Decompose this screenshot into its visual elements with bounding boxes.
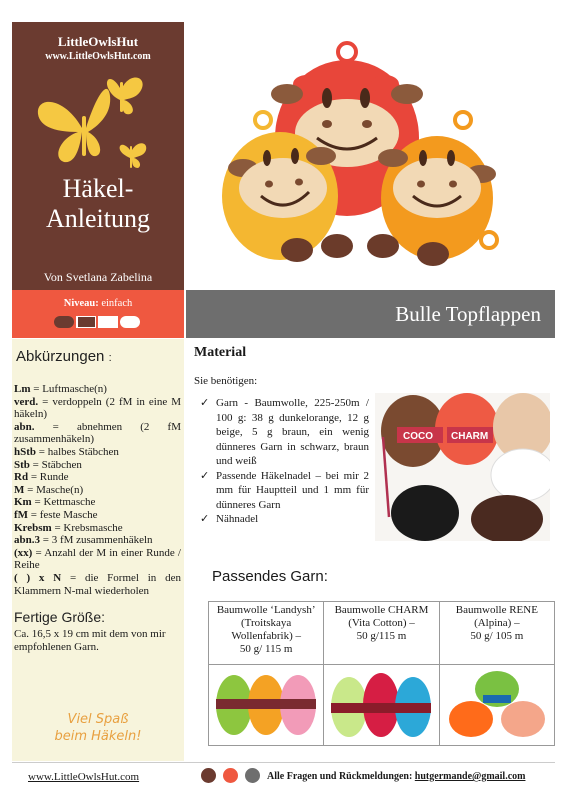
- abbreviations-list: [14, 383, 181, 597]
- svg-text:COCO: COCO: [403, 431, 433, 442]
- yarn-photo-cell: [324, 665, 439, 746]
- abbreviation-item: Km = Kettmasche: [14, 496, 96, 509]
- pattern-title: Bulle Topflappen: [395, 302, 541, 326]
- author: Von Svetlana Zabelina: [43, 270, 153, 284]
- color-dot: [245, 768, 260, 783]
- material-item: ✓ Nähnadel: [200, 513, 259, 525]
- level-text: Niveau: einfach: [63, 298, 133, 309]
- abbreviation-item: ( ) x N = die Formel in den Klammern N-mal wiederholen: [14, 571, 181, 597]
- yarn-photo-cell: [209, 665, 324, 746]
- check-icon: ✓: [200, 397, 210, 409]
- abbreviations-title: Abkürzungen :: [16, 348, 112, 365]
- yarn-ball-icon: [471, 495, 543, 541]
- abbreviation-item: verd. = verdoppeln (2 fM in eine M häkeln): [14, 395, 181, 421]
- bull-potholder-image: [215, 28, 515, 278]
- table-row: [209, 665, 555, 746]
- size-title: Fertige Größe:: [14, 609, 106, 626]
- level-indicator: [54, 316, 144, 330]
- greeting: Viel Spaß beim Häkeln!: [54, 712, 142, 744]
- check-icon: ✓: [200, 469, 210, 482]
- butterfly-icon: [34, 66, 164, 176]
- svg-text:CHARM: CHARM: [451, 431, 489, 442]
- abbreviations-panel: [12, 339, 184, 761]
- rene-yarn-image: [443, 667, 551, 739]
- size-text: Ca. 16,5 x 19 cm mit dem von mir empfohlenen Garn.: [14, 628, 166, 654]
- material-item: ✓ Passende Häkelnadel – bei mir 2 mm für Hauptteil und 1 mm für dünneres Garn: [200, 469, 369, 511]
- yarn-photo-cell: [439, 665, 554, 746]
- check-icon: ✓: [200, 513, 210, 525]
- title-bar: [186, 290, 555, 338]
- table-row: [209, 602, 555, 665]
- footer-link[interactable]: www.LittleOwlsHut.com: [28, 771, 140, 783]
- abbreviation-item: Lm = Luftmasche(n): [14, 383, 107, 395]
- yarn-cell: Baumwolle CHARM (Vita Cotton) – 50 g/115 m: [324, 602, 439, 665]
- brand-panel: [12, 22, 184, 290]
- color-dot: [201, 768, 216, 783]
- yarn-section-title: Passendes Garn:: [212, 568, 328, 585]
- material-item: ✓ Garn - Baumwolle, 225-250m / 100 g: 38 g dunkelorange, 12 g beige, 5 g braun, ein wenig dünneres Garn in schwarz, braun und weiß: [200, 397, 369, 467]
- yarn-photo: [375, 393, 550, 541]
- level-panel: [12, 290, 184, 338]
- footer-contact: Alle Fragen und Rückmeldungen: hutgermande@gmail.com: [267, 771, 526, 782]
- material-section: [194, 345, 369, 527]
- abbreviation-item: M = Masche(n): [14, 483, 84, 496]
- abbreviation-item: fM = feste Masche: [14, 508, 98, 521]
- charm-yarn-image: [327, 667, 435, 739]
- material-list: [194, 396, 369, 527]
- abbreviation-item: Rd = Runde: [14, 471, 69, 484]
- abbreviation-item: Krebsm = Krebsmasche: [14, 521, 123, 534]
- footer-divider: [12, 762, 555, 763]
- yarn-cell: Baumwolle ‘Landysh’ (Troitskaya Wollenfabrik) – 50 g/ 115 m: [209, 602, 324, 665]
- yarn-table: [208, 601, 555, 746]
- yarn-cell: Baumwolle RENE (Alpina) – 50 g/ 105 m: [439, 602, 554, 665]
- abbreviation-item: abn.3 = 3 fM zusammenhäkeln: [14, 534, 153, 547]
- yarn-ball-icon: [391, 485, 459, 541]
- abbreviation-item: abn. = abnehmen (2 fM zusammenhäkeln): [14, 420, 181, 446]
- abbreviation-item: Stb = Stäbchen: [14, 458, 82, 471]
- material-intro: Sie benötigen:: [194, 375, 258, 387]
- material-title: Material: [194, 345, 247, 360]
- brand-url: www.LittleOwlsHut.com: [45, 51, 151, 62]
- brand-title: Häkel- Anleitung: [46, 174, 150, 233]
- email-link[interactable]: hutgermande@gmail.com: [414, 771, 526, 782]
- brand-name: LittleOwlsHut: [57, 34, 139, 49]
- color-dot: [223, 768, 238, 783]
- abbreviation-item: hStb = halbes Stäbchen: [14, 445, 119, 458]
- abbreviation-item: (xx) = Anzahl der M in einer Runde / Reihe: [14, 546, 181, 572]
- landysh-yarn-image: [212, 667, 320, 739]
